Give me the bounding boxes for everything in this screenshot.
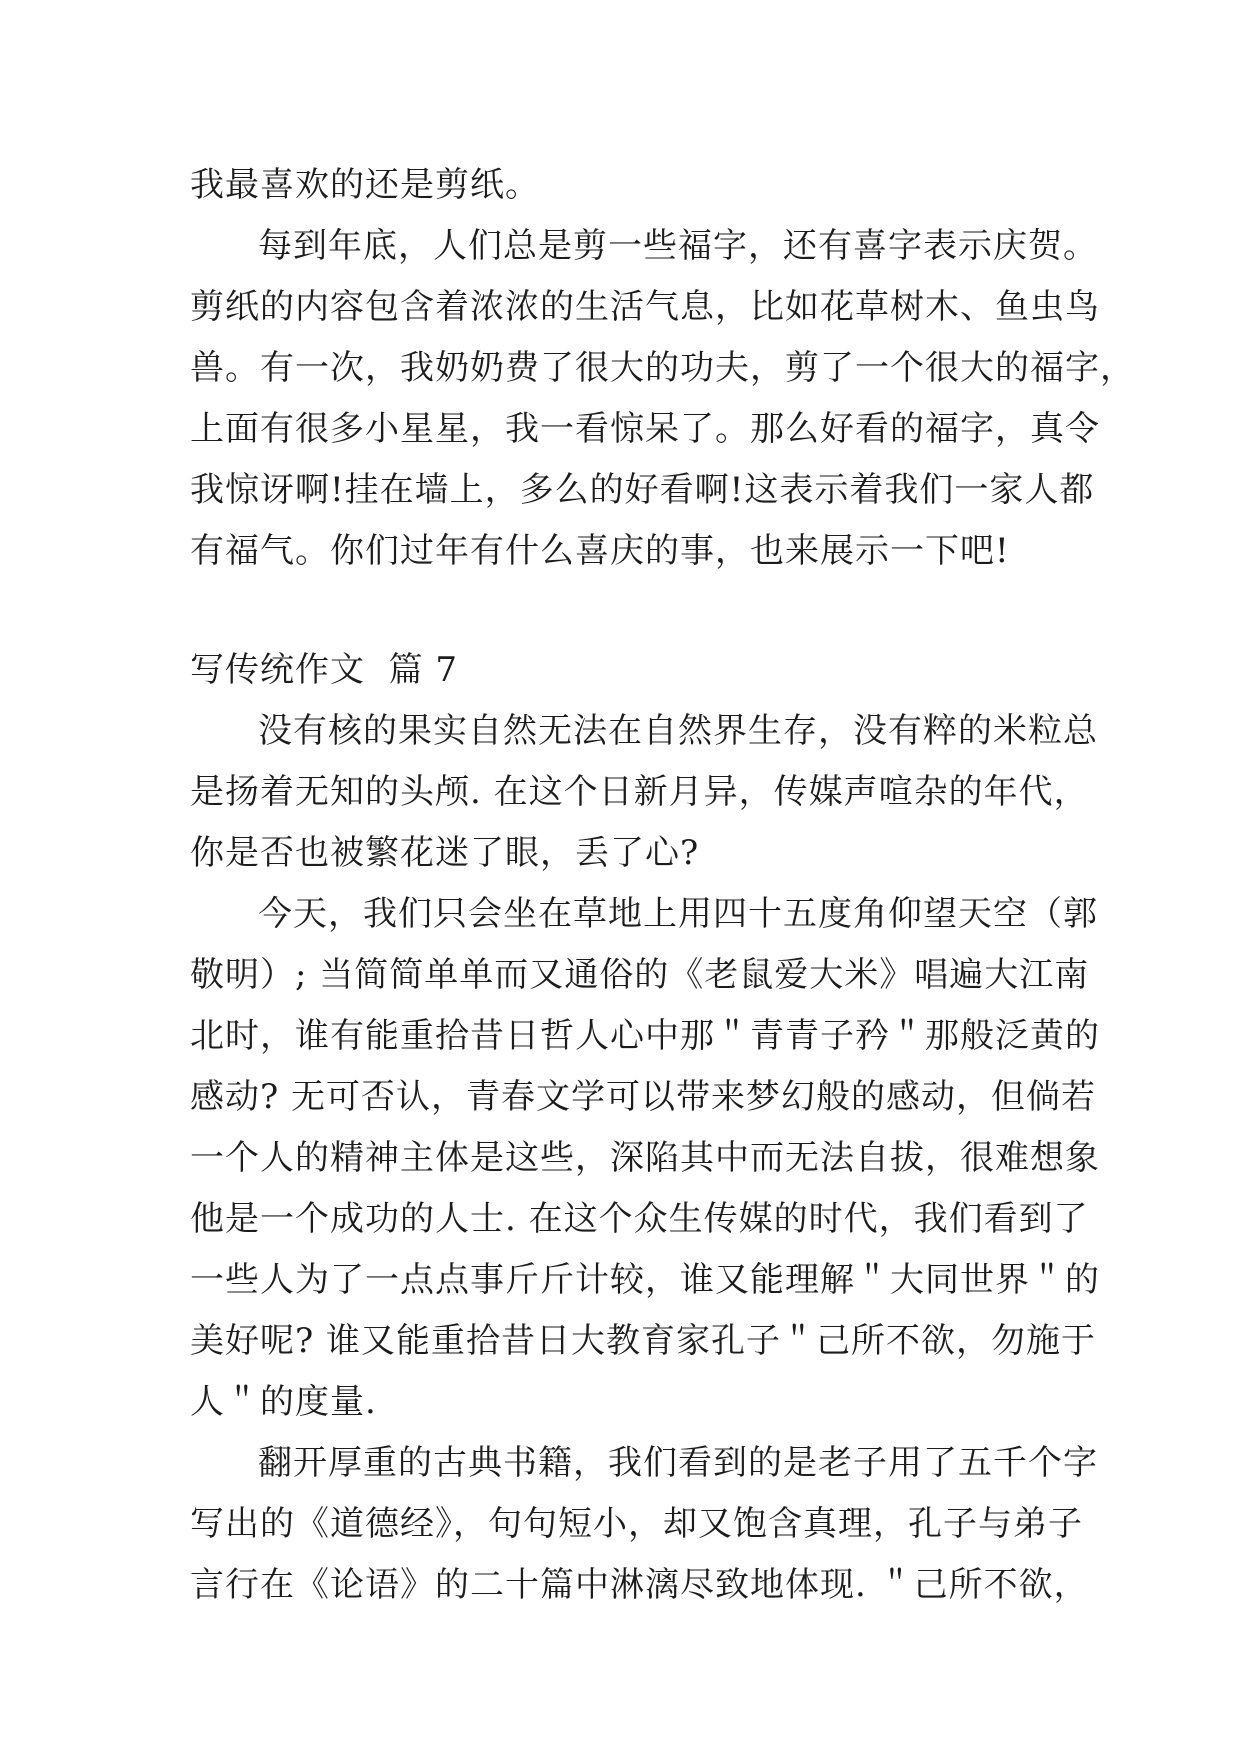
text-line: 是扬着无知的头颅. 在这个日新月异，传媒声喧杂的年代， xyxy=(190,772,1089,812)
text-line: 北时，谁有能重拾昔日哲人心中那＂青青子矜＂那般泛黄的 xyxy=(190,1016,1100,1056)
text-line: 一些人为了一点点事斤斤计较，谁又能理解＂大同世界＂的 xyxy=(190,1260,1100,1300)
text-line: 上面有很多小星星，我一看惊呆了。那么好看的福字，真令 xyxy=(190,409,1100,449)
text-line: 人＂的度量. xyxy=(190,1382,377,1422)
text-line: 一个人的精神主体是这些，深陷其中而无法自拔，很难想象 xyxy=(190,1138,1100,1178)
text-line: 他是一个成功的人士. 在这个众生传媒的时代，我们看到了 xyxy=(190,1199,1089,1239)
section-heading xyxy=(190,640,1080,701)
text-line: 没有核的果实自然无法在自然界生存，没有粹的米粒总 xyxy=(258,711,1098,751)
text-line: 敬明）; 当简简单单而又通俗的《老鼠爱大米》唱遍大江南 xyxy=(190,955,1090,995)
text-line: 写出的《道德经》，句句短小，却又饱含真理，孔子与弟子 xyxy=(190,1504,1083,1544)
text-line: 每到年底，人们总是剪一些福字，还有喜字表示庆贺。 xyxy=(258,226,1098,266)
text-line: 有福气。你们过年有什么喜庆的事，也来展示一下吧! xyxy=(190,531,1010,571)
text-line: 你是否也被繁花迷了眼，丢了心? xyxy=(190,833,700,873)
text-line: 我最喜欢的还是剪纸。 xyxy=(190,165,540,205)
text-line: 翻开厚重的古典书籍，我们看到的是老子用了五千个字 xyxy=(258,1443,1098,1483)
paragraph-4 xyxy=(190,884,1100,1433)
text-line: 言行在《论语》的二十篇中淋漓尽致地体现. ＂己所不欲， xyxy=(190,1565,1089,1605)
paragraph-3 xyxy=(190,701,1098,884)
document-body xyxy=(190,155,1135,1616)
text-line: 剪纸的内容包含着浓浓的生活气息，比如花草树木、鱼虫鸟 xyxy=(190,287,1100,327)
text-line: 我惊讶啊!挂在墙上，多么的好看啊!这表示着我们一家人都 xyxy=(190,470,1095,510)
section-title: 写传统作文 篇 7 xyxy=(190,650,459,690)
text-line: 感动? 无可否认，青春文学可以带来梦幻般的感动，但倘若 xyxy=(190,1077,1097,1117)
text-line: 兽。有一次，我奶奶费了很大的功夫，剪了一个很大的福字， xyxy=(190,348,1135,388)
paragraph-2 xyxy=(190,216,1135,582)
paragraph-5 xyxy=(190,1433,1098,1616)
text-line: 美好呢? 谁又能重拾昔日大教育家孔子＂己所不欲，勿施于 xyxy=(190,1321,1097,1361)
text-line: 今天，我们只会坐在草地上用四十五度角仰望天空（郭 xyxy=(258,894,1098,934)
paragraph-1 xyxy=(190,155,1080,216)
